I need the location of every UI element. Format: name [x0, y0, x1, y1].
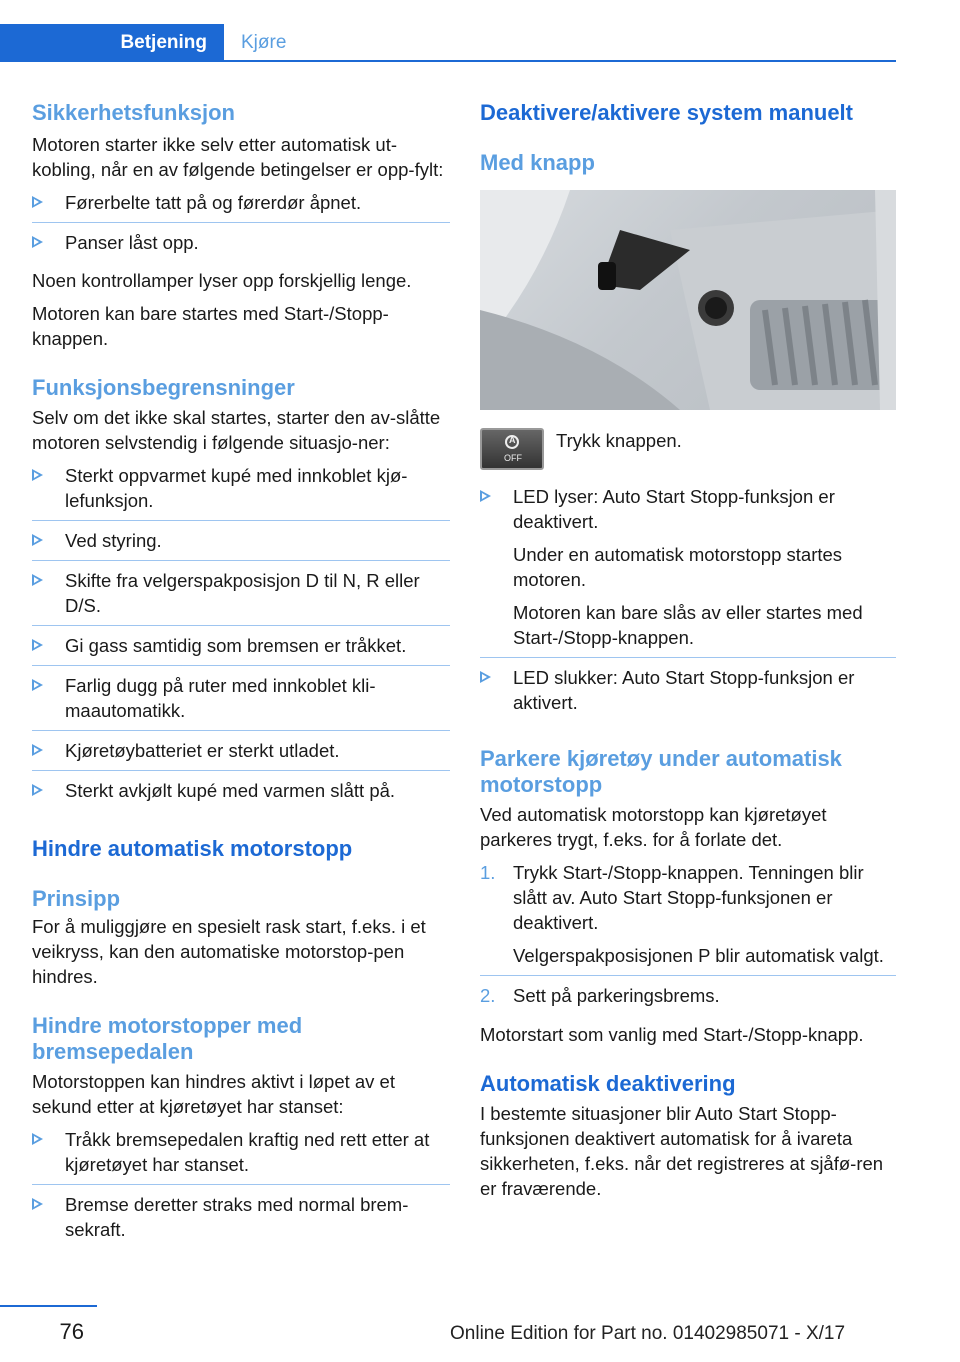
heading-deaktivere-aktivere: Deaktivere/aktivere system manuelt [480, 100, 853, 125]
list-item [480, 665, 896, 722]
triangle-bullet-icon [480, 490, 491, 502]
heading-med-knapp: Med knapp [480, 150, 595, 175]
heading-hindre-motorstopper: Hindre motorstopper med bremsepedalen [32, 1013, 303, 1064]
paragraph: Noen kontrollamper lyser opp forskjellig lenge. [32, 270, 412, 291]
triangle-bullet-icon [32, 196, 43, 208]
left-column [32, 100, 450, 1249]
paragraph: Motorstart som vanlig med Start-/Stopp-knapp. [480, 1024, 864, 1045]
list-item-text: Førerbelte tatt på og førerdør åpnet. [65, 192, 362, 213]
right-column [480, 100, 896, 1201]
list-item-text: Panser låst opp. [65, 232, 199, 253]
paragraph: Trykk knappen. [556, 430, 682, 451]
bullet-list [480, 484, 896, 722]
tab-kjore[interactable]: Kjøre [241, 32, 287, 53]
bullet-list [32, 1127, 450, 1249]
list-item-text: Sett på parkeringsbrems. [513, 985, 720, 1006]
list-item-subtext: Motoren kan bare slås av eller startes med Start-/Stopp-knappen. [513, 602, 863, 648]
list-item-text: Trykk Start-/Stopp-knappen. Tenningen blir slått av. Auto Start Stopp-funksjonen er deaktivert. [513, 862, 864, 933]
triangle-bullet-icon [32, 744, 43, 756]
triangle-bullet-icon [32, 574, 43, 586]
list-item [32, 738, 450, 771]
triangle-bullet-icon [32, 534, 43, 546]
heading-funksjonsbegrensninger: Funksjonsbegrensninger [32, 375, 295, 400]
triangle-bullet-icon [32, 784, 43, 796]
list-item [32, 463, 450, 521]
paragraph: Motorstoppen kan hindres aktivt i løpet av et sekund etter at kjøretøyet har stanset: [32, 1071, 395, 1117]
auto-start-stop-button-row [480, 428, 896, 470]
list-item-text: LED lyser: Auto Start Stopp-funksjon er deaktivert. [513, 486, 835, 532]
list-item-subtext: Under en automatisk motorstopp startes motoren. [513, 544, 843, 590]
triangle-bullet-icon [32, 679, 43, 691]
list-item-text: Tråkk bremsepedalen kraftig ned rett etter at kjøretøyet har stanset. [65, 1129, 430, 1175]
triangle-bullet-icon [480, 671, 491, 683]
triangle-bullet-icon [32, 639, 43, 651]
paragraph: Ved automatisk motorstopp kan kjøretøyet parkeres trygt, f.eks. for å forlate det. [480, 804, 827, 850]
dashboard-photo [480, 190, 896, 410]
heading-parkere-kjoretoy: Parkere kjøretøy under automatisk motorstopp [480, 746, 842, 797]
step-number: 2. [480, 985, 496, 1006]
bullet-list [32, 463, 450, 810]
list-item [480, 484, 896, 658]
heading-automatisk-deaktivering: Automatisk deaktivering [480, 1071, 736, 1096]
list-item [32, 1127, 450, 1185]
page-number-rule [0, 1305, 97, 1307]
page-number: 76 [59, 1319, 84, 1344]
paragraph: Motoren starter ikke selv etter automatisk ut-kobling, når en av følgende betingelser er opp-fylt: [32, 134, 444, 180]
list-item [32, 568, 450, 626]
paragraph: I bestemte situasjoner blir Auto Start Stopp-funksjonen deaktivert automatisk for å ivareta sikkerheten, f.eks. når det registreres at sjåfø-ren er fraværende. [480, 1103, 884, 1199]
list-item-text: Skifte fra velgerspakposisjon D til N, R eller D/S. [65, 570, 420, 616]
paragraph: Motoren kan bare startes med Start-/Stopp-knappen. [32, 303, 389, 349]
off-label: OFF [504, 453, 522, 463]
step-number: 1. [480, 862, 496, 883]
footer-edition: Online Edition for Part no. 01402985071 - X/17 [450, 1323, 846, 1344]
auto-start-stop-button-icon[interactable] [480, 428, 544, 470]
tab-betjening[interactable]: Betjening [0, 24, 224, 62]
dashboard-illustration-icon [480, 190, 896, 410]
numbered-list [480, 860, 896, 1015]
list-item-text: Farlig dugg på ruter med innkoblet kli-maautomatikk. [65, 675, 376, 721]
heading-sikkerhetsfunksjon: Sikkerhetsfunksjon [32, 100, 235, 125]
auto-a-icon [505, 435, 519, 449]
triangle-bullet-icon [32, 1133, 43, 1145]
bullet-list [32, 190, 450, 262]
list-item-text: Sterkt avkjølt kupé med varmen slått på. [65, 780, 396, 801]
heading-hindre-automatisk-motorstopp: Hindre automatisk motorstopp [32, 836, 353, 861]
list-item-text: Gi gass samtidig som bremsen er tråkket. [65, 635, 407, 656]
list-item [32, 528, 450, 561]
list-item [32, 778, 450, 810]
paragraph: Selv om det ikke skal startes, starter den av-slåtte motoren selvstendig i følgende situasjo-ner: [32, 407, 441, 453]
list-item [32, 230, 450, 262]
list-item-text: LED slukker: Auto Start Stopp-funksjon er aktivert. [513, 667, 855, 713]
list-item-subtext: Velgerspakposisjonen P blir automatisk valgt. [513, 945, 884, 966]
list-item [480, 983, 896, 1015]
list-item [32, 1192, 450, 1249]
list-item [32, 190, 450, 223]
triangle-bullet-icon [32, 469, 43, 481]
paragraph: For å muliggjøre en spesielt rask start, f.eks. i et veikryss, kan den automatiske motorstop-pen hindres. [32, 916, 426, 987]
list-item-text: Bremse deretter straks med normal brem-sekraft. [65, 1194, 409, 1240]
list-item-text: Kjøretøybatteriet er sterkt utladet. [65, 740, 340, 761]
header-tabbar [0, 24, 896, 62]
list-item [32, 673, 450, 731]
list-item [32, 633, 450, 666]
heading-prinsipp: Prinsipp [32, 886, 121, 911]
triangle-bullet-icon [32, 236, 43, 248]
list-item-text: Ved styring. [65, 530, 162, 551]
list-item [480, 860, 896, 976]
list-item-text: Sterkt oppvarmet kupé med innkoblet kjø-lefunksjon. [65, 465, 408, 511]
triangle-bullet-icon [32, 1198, 43, 1210]
